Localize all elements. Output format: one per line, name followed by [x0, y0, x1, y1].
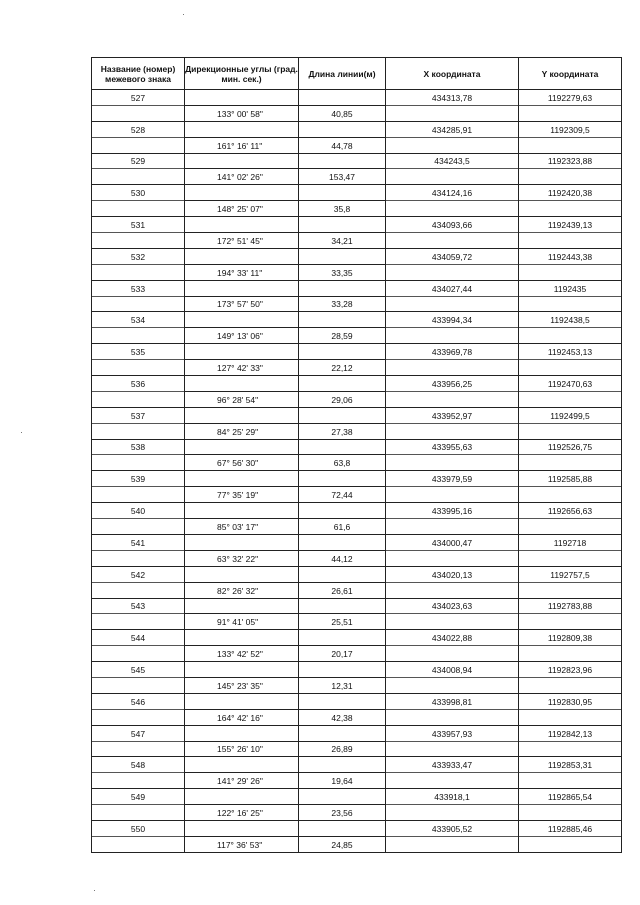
empty-cell — [185, 248, 299, 264]
x-coordinate-cell: 434027,44 — [386, 280, 519, 296]
x-coordinate-cell: 433969,78 — [386, 344, 519, 360]
y-coordinate-cell: 1192470,63 — [519, 376, 622, 392]
line-length-cell: 35,8 — [299, 201, 386, 217]
y-coordinate-cell: 1192453,13 — [519, 344, 622, 360]
empty-cell — [185, 820, 299, 836]
empty-cell — [386, 201, 519, 217]
empty-cell — [185, 344, 299, 360]
empty-cell — [185, 153, 299, 169]
y-coordinate-cell: 1192526,75 — [519, 439, 622, 455]
table-row-point — [92, 407, 622, 423]
empty-cell — [386, 233, 519, 249]
empty-cell — [92, 487, 185, 503]
empty-cell — [92, 105, 185, 121]
empty-cell — [185, 121, 299, 137]
y-coordinate-cell: 1192853,31 — [519, 757, 622, 773]
empty-cell — [185, 185, 299, 201]
y-coordinate-cell: 1192783,88 — [519, 598, 622, 614]
table-row-segment — [92, 233, 622, 249]
empty-cell — [185, 312, 299, 328]
table-row-point — [92, 503, 622, 519]
empty-cell — [185, 90, 299, 106]
empty-cell — [299, 598, 386, 614]
y-coordinate-cell: 1192823,96 — [519, 662, 622, 678]
point-name-cell: 545 — [92, 662, 185, 678]
table-row-point — [92, 280, 622, 296]
empty-cell — [299, 185, 386, 201]
x-coordinate-cell: 434008,94 — [386, 662, 519, 678]
header-line-length: Длина линии(м) — [299, 58, 386, 90]
y-coordinate-cell: 1192830,95 — [519, 693, 622, 709]
empty-cell — [92, 677, 185, 693]
empty-cell — [519, 646, 622, 662]
empty-cell — [519, 614, 622, 630]
empty-cell — [299, 217, 386, 233]
point-name-cell: 547 — [92, 725, 185, 741]
empty-cell — [386, 582, 519, 598]
table-row-segment — [92, 296, 622, 312]
empty-cell — [299, 471, 386, 487]
empty-cell — [185, 598, 299, 614]
line-length-cell: 44,78 — [299, 137, 386, 153]
empty-cell — [299, 248, 386, 264]
line-length-cell: 63,8 — [299, 455, 386, 471]
empty-cell — [386, 773, 519, 789]
empty-cell — [185, 725, 299, 741]
y-coordinate-cell: 1192809,38 — [519, 630, 622, 646]
point-name-cell: 539 — [92, 471, 185, 487]
empty-cell — [386, 391, 519, 407]
x-coordinate-cell: 433933,47 — [386, 757, 519, 773]
table-row-point — [92, 757, 622, 773]
y-coordinate-cell: 1192865,54 — [519, 789, 622, 805]
empty-cell — [299, 121, 386, 137]
table-row-segment — [92, 614, 622, 630]
point-name-cell: 542 — [92, 566, 185, 582]
y-coordinate-cell: 1192439,13 — [519, 217, 622, 233]
y-coordinate-cell: 1192757,5 — [519, 566, 622, 582]
point-name-cell: 536 — [92, 376, 185, 392]
empty-cell — [519, 677, 622, 693]
x-coordinate-cell: 433979,59 — [386, 471, 519, 487]
y-coordinate-cell: 1192499,5 — [519, 407, 622, 423]
empty-cell — [519, 550, 622, 566]
point-name-cell: 540 — [92, 503, 185, 519]
x-coordinate-cell: 434022,88 — [386, 630, 519, 646]
empty-cell — [92, 614, 185, 630]
empty-cell — [185, 376, 299, 392]
empty-cell — [519, 805, 622, 821]
direction-angle-cell: 164° 42' 16" — [185, 709, 299, 725]
line-length-cell: 44,12 — [299, 550, 386, 566]
empty-cell — [185, 566, 299, 582]
direction-angle-cell: 96° 28' 54" — [185, 391, 299, 407]
empty-cell — [299, 789, 386, 805]
empty-cell — [519, 169, 622, 185]
empty-cell — [386, 805, 519, 821]
scan-speck — [183, 14, 184, 15]
table-row-point — [92, 630, 622, 646]
header-point-name: Название (номер) межевого знака — [92, 58, 185, 90]
empty-cell — [519, 773, 622, 789]
line-length-cell: 40,85 — [299, 105, 386, 121]
empty-cell — [92, 423, 185, 439]
empty-cell — [519, 582, 622, 598]
empty-cell — [92, 455, 185, 471]
table-row-point — [92, 439, 622, 455]
empty-cell — [386, 709, 519, 725]
empty-cell — [519, 487, 622, 503]
point-name-cell: 549 — [92, 789, 185, 805]
empty-cell — [519, 201, 622, 217]
empty-cell — [519, 455, 622, 471]
y-coordinate-cell: 1192323,88 — [519, 153, 622, 169]
empty-cell — [519, 519, 622, 535]
direction-angle-cell: 149° 13' 06" — [185, 328, 299, 344]
table-row-segment — [92, 582, 622, 598]
line-length-cell: 72,44 — [299, 487, 386, 503]
direction-angle-cell: 148° 25' 07" — [185, 201, 299, 217]
point-name-cell: 546 — [92, 693, 185, 709]
empty-cell — [92, 550, 185, 566]
empty-cell — [299, 376, 386, 392]
table-row-point — [92, 185, 622, 201]
point-name-cell: 531 — [92, 217, 185, 233]
line-length-cell: 24,85 — [299, 836, 386, 852]
table-row-segment — [92, 264, 622, 280]
empty-cell — [92, 391, 185, 407]
empty-cell — [185, 280, 299, 296]
table-row-segment — [92, 773, 622, 789]
table-row-segment — [92, 550, 622, 566]
table-row-point — [92, 566, 622, 582]
direction-angle-cell: 85° 03' 17" — [185, 519, 299, 535]
table-row-point — [92, 598, 622, 614]
table-body — [92, 90, 622, 853]
empty-cell — [92, 169, 185, 185]
direction-angle-cell: 161° 16' 11" — [185, 137, 299, 153]
point-name-cell: 535 — [92, 344, 185, 360]
empty-cell — [386, 296, 519, 312]
point-name-cell: 527 — [92, 90, 185, 106]
direction-angle-cell: 122° 16' 25" — [185, 805, 299, 821]
empty-cell — [92, 582, 185, 598]
table-row-point — [92, 820, 622, 836]
empty-cell — [185, 789, 299, 805]
empty-cell — [92, 201, 185, 217]
direction-angle-cell: 173° 57' 50" — [185, 296, 299, 312]
table-row-point — [92, 344, 622, 360]
table-row-segment — [92, 487, 622, 503]
line-length-cell: 153,47 — [299, 169, 386, 185]
empty-cell — [299, 534, 386, 550]
scan-speck — [21, 432, 22, 433]
line-length-cell: 23,56 — [299, 805, 386, 821]
empty-cell — [386, 169, 519, 185]
empty-cell — [519, 296, 622, 312]
table-row-segment — [92, 709, 622, 725]
line-length-cell: 34,21 — [299, 233, 386, 249]
x-coordinate-cell: 433998,81 — [386, 693, 519, 709]
line-length-cell: 19,64 — [299, 773, 386, 789]
empty-cell — [519, 741, 622, 757]
point-name-cell: 528 — [92, 121, 185, 137]
table-row-point — [92, 534, 622, 550]
empty-cell — [386, 677, 519, 693]
empty-cell — [92, 646, 185, 662]
y-coordinate-cell: 1192309,5 — [519, 121, 622, 137]
empty-cell — [185, 217, 299, 233]
line-length-cell: 26,89 — [299, 741, 386, 757]
empty-cell — [519, 423, 622, 439]
empty-cell — [386, 455, 519, 471]
empty-cell — [386, 646, 519, 662]
line-length-cell: 29,06 — [299, 391, 386, 407]
table-row-point — [92, 789, 622, 805]
empty-cell — [299, 630, 386, 646]
table-row-point — [92, 693, 622, 709]
empty-cell — [386, 550, 519, 566]
empty-cell — [299, 344, 386, 360]
table-row-segment — [92, 391, 622, 407]
empty-cell — [519, 105, 622, 121]
line-length-cell: 27,38 — [299, 423, 386, 439]
empty-cell — [185, 439, 299, 455]
empty-cell — [185, 630, 299, 646]
y-coordinate-cell: 1192718 — [519, 534, 622, 550]
table-row-segment — [92, 646, 622, 662]
empty-cell — [519, 233, 622, 249]
empty-cell — [519, 360, 622, 376]
empty-cell — [519, 264, 622, 280]
x-coordinate-cell: 434313,78 — [386, 90, 519, 106]
empty-cell — [386, 137, 519, 153]
empty-cell — [185, 503, 299, 519]
empty-cell — [92, 836, 185, 852]
y-coordinate-cell: 1192885,46 — [519, 820, 622, 836]
line-length-cell: 33,35 — [299, 264, 386, 280]
point-name-cell: 550 — [92, 820, 185, 836]
direction-angle-cell: 117° 36' 53" — [185, 836, 299, 852]
y-coordinate-cell: 1192443,38 — [519, 248, 622, 264]
empty-cell — [519, 137, 622, 153]
empty-cell — [299, 662, 386, 678]
table-row-point — [92, 217, 622, 233]
empty-cell — [92, 773, 185, 789]
table-row-segment — [92, 201, 622, 217]
empty-cell — [299, 280, 386, 296]
table-row-segment — [92, 137, 622, 153]
direction-angle-cell: 145° 23' 35" — [185, 677, 299, 693]
table-row-segment — [92, 519, 622, 535]
x-coordinate-cell: 433995,16 — [386, 503, 519, 519]
direction-angle-cell: 77° 35' 19" — [185, 487, 299, 503]
x-coordinate-cell: 433952,97 — [386, 407, 519, 423]
line-length-cell: 22,12 — [299, 360, 386, 376]
direction-angle-cell: 141° 02' 26" — [185, 169, 299, 185]
line-length-cell: 25,51 — [299, 614, 386, 630]
y-coordinate-cell: 1192420,38 — [519, 185, 622, 201]
table-row-point — [92, 312, 622, 328]
empty-cell — [386, 328, 519, 344]
empty-cell — [92, 741, 185, 757]
point-name-cell: 537 — [92, 407, 185, 423]
direction-angle-cell: 63° 32' 22" — [185, 550, 299, 566]
table-row-point — [92, 471, 622, 487]
header-x-coordinate: X координата — [386, 58, 519, 90]
x-coordinate-cell: 433957,93 — [386, 725, 519, 741]
boundary-points-table — [91, 57, 622, 853]
direction-angle-cell: 141° 29' 26" — [185, 773, 299, 789]
x-coordinate-cell: 434059,72 — [386, 248, 519, 264]
point-name-cell: 543 — [92, 598, 185, 614]
table-row-segment — [92, 423, 622, 439]
empty-cell — [519, 836, 622, 852]
point-name-cell: 530 — [92, 185, 185, 201]
x-coordinate-cell: 433918,1 — [386, 789, 519, 805]
table-row-segment — [92, 360, 622, 376]
table-row-segment — [92, 328, 622, 344]
table-row-point — [92, 376, 622, 392]
empty-cell — [92, 233, 185, 249]
x-coordinate-cell: 433955,63 — [386, 439, 519, 455]
point-name-cell: 534 — [92, 312, 185, 328]
direction-angle-cell: 127° 42' 33" — [185, 360, 299, 376]
empty-cell — [299, 312, 386, 328]
empty-cell — [299, 90, 386, 106]
empty-cell — [185, 471, 299, 487]
x-coordinate-cell: 434285,91 — [386, 121, 519, 137]
empty-cell — [92, 137, 185, 153]
line-length-cell: 61,6 — [299, 519, 386, 535]
table-row-segment — [92, 805, 622, 821]
direction-angle-cell: 155° 26' 10" — [185, 741, 299, 757]
direction-angle-cell: 133° 00' 58" — [185, 105, 299, 121]
direction-angle-cell: 67° 56' 30" — [185, 455, 299, 471]
scan-speck — [94, 890, 95, 891]
empty-cell — [185, 407, 299, 423]
empty-cell — [386, 360, 519, 376]
empty-cell — [92, 519, 185, 535]
empty-cell — [92, 328, 185, 344]
empty-cell — [185, 693, 299, 709]
y-coordinate-cell: 1192585,88 — [519, 471, 622, 487]
empty-cell — [92, 264, 185, 280]
line-length-cell: 12,31 — [299, 677, 386, 693]
table-row-segment — [92, 169, 622, 185]
x-coordinate-cell: 434243,5 — [386, 153, 519, 169]
empty-cell — [386, 836, 519, 852]
direction-angle-cell: 84° 25' 29" — [185, 423, 299, 439]
empty-cell — [185, 757, 299, 773]
line-length-cell: 20,17 — [299, 646, 386, 662]
line-length-cell: 33,28 — [299, 296, 386, 312]
direction-angle-cell: 82° 26' 32" — [185, 582, 299, 598]
table-row-point — [92, 90, 622, 106]
empty-cell — [92, 805, 185, 821]
empty-cell — [299, 503, 386, 519]
header-direction-angle: Дирекционные углы (град. мин. сек.) — [185, 58, 299, 90]
y-coordinate-cell: 1192435 — [519, 280, 622, 296]
empty-cell — [386, 264, 519, 280]
point-name-cell: 538 — [92, 439, 185, 455]
empty-cell — [92, 296, 185, 312]
y-coordinate-cell: 1192438,5 — [519, 312, 622, 328]
x-coordinate-cell: 434020,13 — [386, 566, 519, 582]
direction-angle-cell: 194° 33' 11" — [185, 264, 299, 280]
empty-cell — [92, 360, 185, 376]
empty-cell — [299, 153, 386, 169]
y-coordinate-cell: 1192279,63 — [519, 90, 622, 106]
table-row-segment — [92, 455, 622, 471]
empty-cell — [185, 662, 299, 678]
empty-cell — [519, 709, 622, 725]
point-name-cell: 533 — [92, 280, 185, 296]
line-length-cell: 42,38 — [299, 709, 386, 725]
table-row-segment — [92, 677, 622, 693]
empty-cell — [299, 566, 386, 582]
empty-cell — [386, 423, 519, 439]
x-coordinate-cell: 433994,34 — [386, 312, 519, 328]
empty-cell — [519, 391, 622, 407]
y-coordinate-cell: 1192842,13 — [519, 725, 622, 741]
empty-cell — [185, 534, 299, 550]
empty-cell — [299, 820, 386, 836]
table-header-row — [92, 58, 622, 90]
direction-angle-cell: 172° 51' 45" — [185, 233, 299, 249]
direction-angle-cell: 133° 42' 52" — [185, 646, 299, 662]
empty-cell — [299, 439, 386, 455]
empty-cell — [92, 709, 185, 725]
empty-cell — [386, 614, 519, 630]
point-name-cell: 532 — [92, 248, 185, 264]
empty-cell — [386, 105, 519, 121]
x-coordinate-cell: 434023,63 — [386, 598, 519, 614]
table-row-point — [92, 248, 622, 264]
table-row-segment — [92, 105, 622, 121]
y-coordinate-cell: 1192656,63 — [519, 503, 622, 519]
line-length-cell: 26,61 — [299, 582, 386, 598]
x-coordinate-cell: 433956,25 — [386, 376, 519, 392]
empty-cell — [299, 407, 386, 423]
empty-cell — [299, 693, 386, 709]
table-row-segment — [92, 741, 622, 757]
x-coordinate-cell: 434093,66 — [386, 217, 519, 233]
table-row-segment — [92, 836, 622, 852]
point-name-cell: 544 — [92, 630, 185, 646]
empty-cell — [299, 725, 386, 741]
table-row-point — [92, 121, 622, 137]
x-coordinate-cell: 433905,52 — [386, 820, 519, 836]
line-length-cell: 28,59 — [299, 328, 386, 344]
point-name-cell: 529 — [92, 153, 185, 169]
point-name-cell: 541 — [92, 534, 185, 550]
empty-cell — [386, 487, 519, 503]
x-coordinate-cell: 434000,47 — [386, 534, 519, 550]
empty-cell — [386, 519, 519, 535]
direction-angle-cell: 91° 41' 05" — [185, 614, 299, 630]
empty-cell — [386, 741, 519, 757]
header-y-coordinate: Y координата — [519, 58, 622, 90]
point-name-cell: 548 — [92, 757, 185, 773]
empty-cell — [299, 757, 386, 773]
x-coordinate-cell: 434124,16 — [386, 185, 519, 201]
table-row-point — [92, 725, 622, 741]
table-row-point — [92, 662, 622, 678]
empty-cell — [519, 328, 622, 344]
table-row-point — [92, 153, 622, 169]
